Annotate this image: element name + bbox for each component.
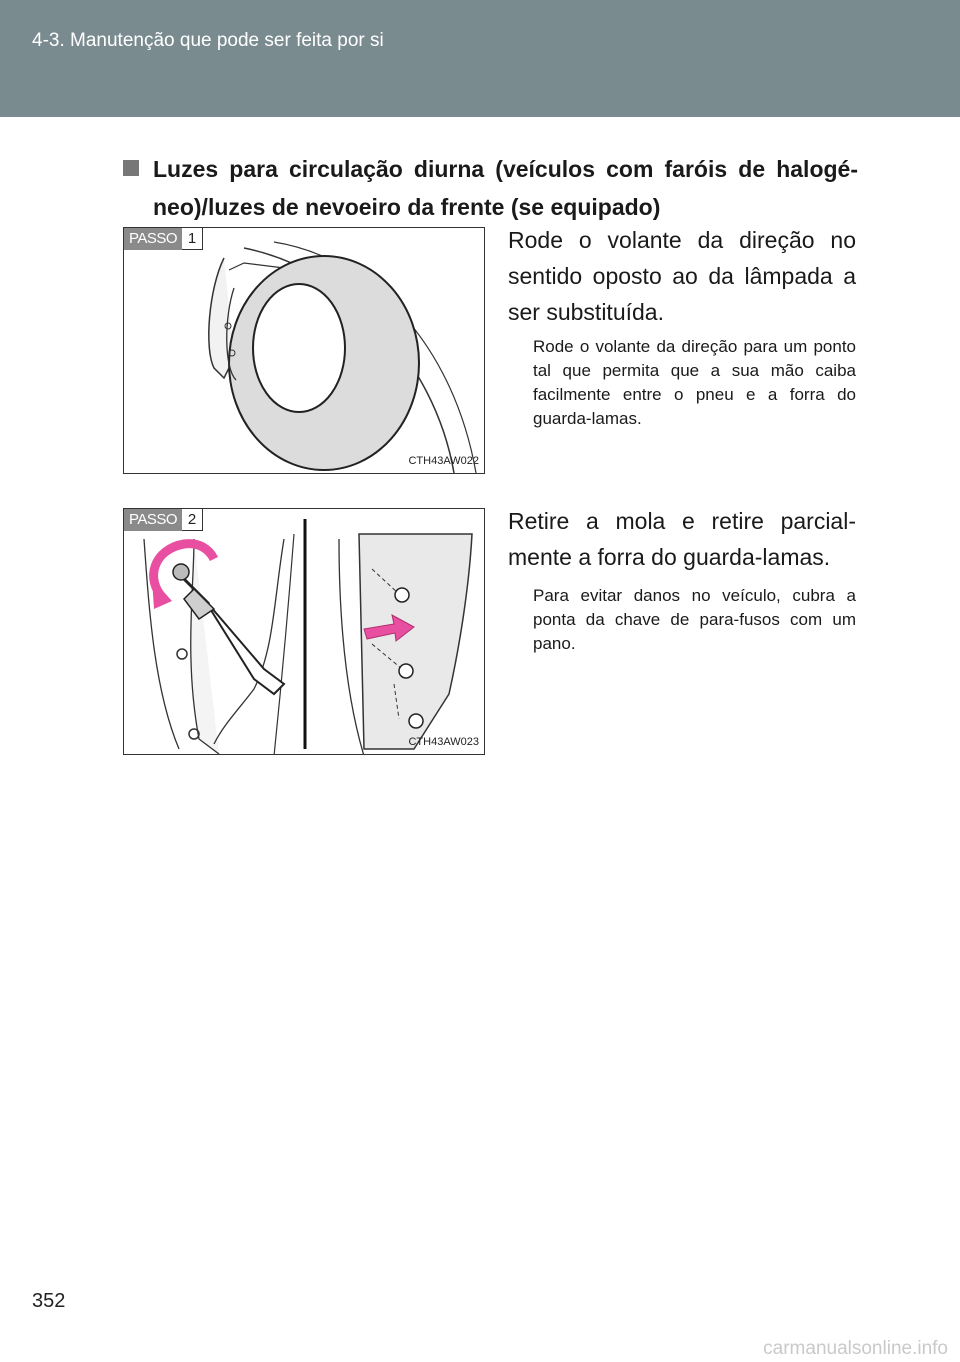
step-1-figure <box>123 227 485 474</box>
step-1-instruction: Rode o volante da direção no sentido oposto ao da lâmpada a ser substituída. <box>508 227 856 325</box>
figure-code: CTH43AW023 <box>408 736 479 748</box>
step-2-instruction: Retire a mola e retire parcial-mente a forra do guarda-lamas. <box>508 508 856 570</box>
section-heading <box>123 150 858 226</box>
step-badge <box>124 228 203 250</box>
tire-illustration <box>124 228 485 474</box>
step-2-note: Para evitar danos no veículo, cubra a ponta da chave de para-fusos com um pano. <box>533 586 856 653</box>
section-heading-text: Luzes para circulação diurna (veículos com faróis de halogé-neo)/luzes de nevoeiro da frente (se equipado) <box>153 156 858 220</box>
step-badge-number: 1 <box>182 228 203 250</box>
header-title: 4-3. Manutenção que pode ser feita por si <box>32 30 384 51</box>
liner-removal-illustration <box>124 509 485 755</box>
page-number: 352 <box>32 1290 66 1312</box>
step-badge-word: PASSO <box>124 509 182 531</box>
page-header <box>0 0 960 117</box>
step-badge <box>124 509 203 531</box>
watermark: carmanualsonline.info <box>763 1338 948 1359</box>
figure-code: CTH43AW022 <box>408 455 479 467</box>
step-badge-number: 2 <box>182 509 203 531</box>
step-badge-word: PASSO <box>124 228 182 250</box>
step-1-note: Rode o volante da direção para um ponto tal que permita que a sua mão caiba facilmente entre o pneu e a forra do guarda-lamas. <box>533 337 856 428</box>
square-bullet-icon <box>123 160 139 176</box>
step-2-figure <box>123 508 485 755</box>
